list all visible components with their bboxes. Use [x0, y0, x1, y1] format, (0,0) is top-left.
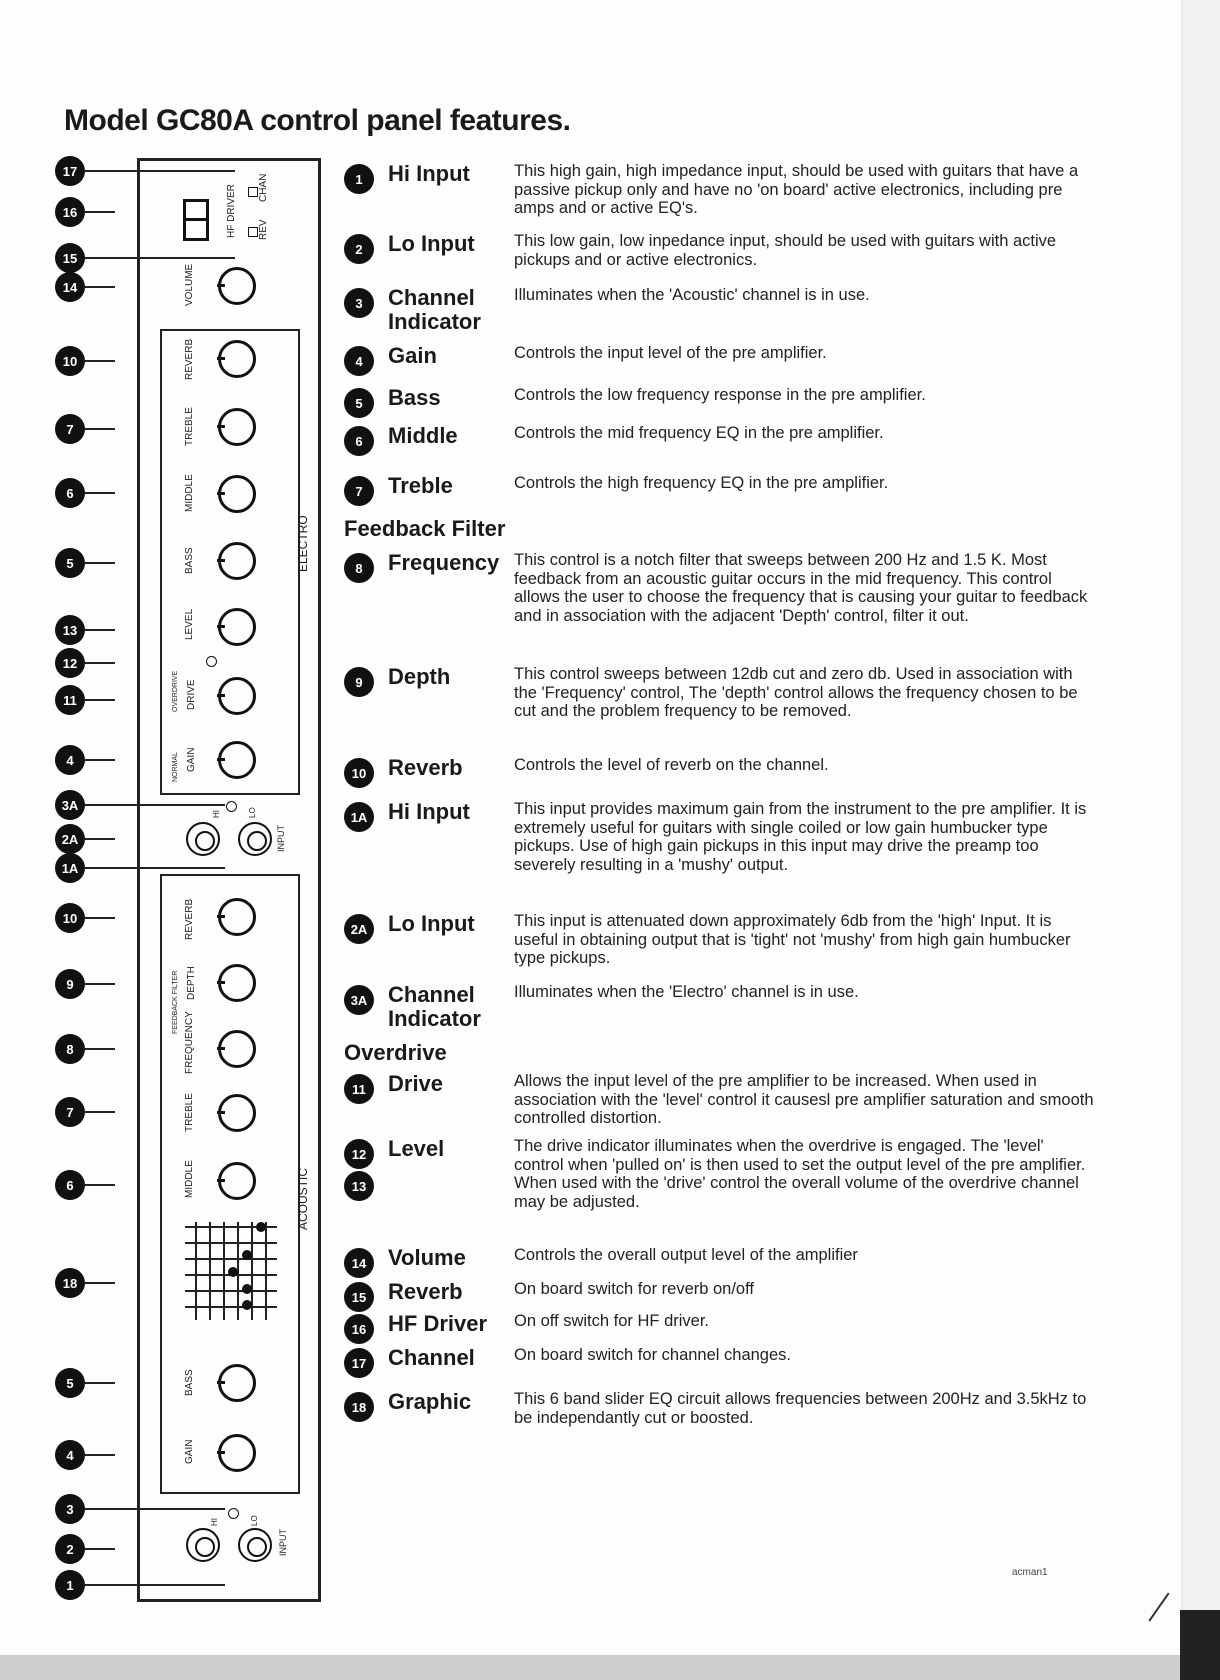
e-middle-knob: [218, 475, 256, 513]
e-level-knob: [218, 608, 256, 646]
feature-number: 11: [344, 1074, 374, 1104]
feedback-filter-heading: Feedback Filter: [344, 516, 506, 541]
feature-name: Treble: [388, 473, 453, 498]
footer-reference: acman1: [1012, 1567, 1048, 1578]
callout-15-line: [85, 257, 235, 259]
a-treble-label: TREBLE: [184, 1093, 195, 1132]
feature-description: This high gain, high impedance input, should be used with guitars that have a passive pickup only and have no 'on board' active electronics, including pre amps and or active EQ's.: [514, 162, 1079, 217]
a-frequency-label: FREQUENCY: [184, 1011, 195, 1074]
graphic-eq-slider-dot: [242, 1300, 252, 1310]
feature-name: Drive: [388, 1071, 444, 1096]
callout-13-line: [85, 629, 115, 631]
callout-1a: 1A: [55, 853, 85, 883]
feature-description: This input is attenuated down approximately 6db from the 'high' Input. It is useful in obtaining output that is 'tight' not 'mushy' from high gain humbucker type pickups.: [514, 912, 1071, 967]
callout-8: 8: [55, 1034, 85, 1064]
callout-12: 12: [55, 648, 85, 678]
electro-label: ELECTRO: [296, 515, 310, 572]
callout-18: 18: [55, 1268, 85, 1298]
e-reverb-label: REVERB: [184, 338, 195, 380]
callout-7-acoustic-line: [85, 1111, 115, 1113]
feature-name: Gain: [388, 343, 437, 368]
graphic-eq-slider-dot: [242, 1250, 252, 1260]
acoustic-hi-input-jack: [186, 1528, 220, 1562]
drive-indicator-led: [206, 656, 217, 667]
callout-3: 3: [55, 1494, 85, 1524]
callout-1-line: [85, 1584, 225, 1586]
feature-name: Volume: [388, 1245, 466, 1270]
callout-5-acoustic: 5: [55, 1368, 85, 1398]
callout-2: 2: [55, 1534, 85, 1564]
a-reverb-knob: [218, 898, 256, 936]
feature-name: Reverb: [388, 755, 463, 780]
feature-description: This control sweeps between 12db cut and zero db. Used in association with the 'Frequency' control, The 'depth' control allows the frequency chosen to be cut and the problem frequency to be removed.: [514, 665, 1078, 720]
callout-4-acoustic-line: [85, 1454, 115, 1456]
graphic-eq-gridline: [185, 1306, 277, 1308]
feature-description: On board switch for reverb on/off: [514, 1280, 754, 1298]
feature-description: Controls the low frequency response in the pre amplifier.: [514, 386, 926, 404]
feature-name: Graphic: [388, 1389, 472, 1414]
a-bass-label: BASS: [184, 1369, 195, 1396]
feature-number: 1: [344, 164, 374, 194]
callout-18-line: [85, 1282, 115, 1284]
acoustic-channel-led: [228, 1508, 239, 1519]
feature-number: 7: [344, 476, 374, 506]
control-panel-diagram: [0, 0, 330, 1600]
callout-3a-line: [85, 804, 225, 806]
feature-number: 9: [344, 667, 374, 697]
feature-name: Frequency: [388, 550, 500, 575]
acoustic-lo-input-jack: [238, 1528, 272, 1562]
callout-6-acoustic-line: [85, 1184, 115, 1186]
callout-14-line: [85, 286, 115, 288]
callout-5-line: [85, 562, 115, 564]
callout-15: 15: [55, 243, 85, 273]
graphic-eq-track: [209, 1222, 211, 1320]
graphic-eq-gridline: [185, 1290, 277, 1292]
graphic-eq-gridline: [185, 1258, 277, 1260]
a-feedback-label: FEEDBACK FILTER: [172, 970, 179, 1034]
feature-description: Illuminates when the 'Acoustic' channel is in use.: [514, 286, 870, 304]
e-level-label: LEVEL: [184, 608, 195, 640]
rev-switch: [248, 227, 258, 237]
callout-2-line: [85, 1548, 115, 1550]
volume-label: VOLUME: [184, 263, 195, 306]
a-depth-label: DEPTH: [186, 966, 197, 1000]
e-drive-knob: [218, 677, 256, 715]
feature-number-secondary: 13: [344, 1171, 374, 1201]
electro-channel-led: [226, 801, 237, 812]
callout-6-acoustic: 6: [55, 1170, 85, 1200]
feature-description: On off switch for HF driver.: [514, 1312, 710, 1330]
callout-12-line: [85, 662, 115, 664]
electro-lo-input-jack: [238, 822, 272, 856]
callout-16: 16: [55, 197, 85, 227]
graphic-eq-track: [195, 1222, 197, 1320]
callout-11-line: [85, 699, 115, 701]
channel-display: [183, 199, 209, 241]
electro-lo-label: LO: [248, 807, 257, 818]
graphic-eq-slider-dot: [242, 1284, 252, 1294]
a-middle-knob: [218, 1162, 256, 1200]
e-drive-label: DRIVE: [186, 679, 197, 710]
feature-number: 14: [344, 1248, 374, 1278]
a-middle-label: MIDDLE: [184, 1160, 195, 1198]
feature-number: 10: [344, 758, 374, 788]
a-depth-knob: [218, 964, 256, 1002]
feature-description: This 6 band slider EQ circuit allows frequencies between 200Hz and 3.5kHz to be independantly cut or boosted.: [514, 1390, 1087, 1427]
a-gain-knob: [218, 1434, 256, 1472]
electro-hi-input-jack: [186, 822, 220, 856]
e-reverb-knob: [218, 340, 256, 378]
e-gain-label: GAIN: [186, 747, 197, 772]
e-treble-knob: [218, 408, 256, 446]
feature-number: 3: [344, 288, 374, 318]
feature-name: Depth: [388, 664, 451, 689]
callout-9: 9: [55, 969, 85, 999]
callout-7-line: [85, 428, 115, 430]
callout-10: 10: [55, 346, 85, 376]
feature-number: 16: [344, 1314, 374, 1344]
rev-label: REV: [258, 219, 269, 240]
feature-name: HF Driver: [388, 1311, 488, 1336]
callout-10-line: [85, 360, 115, 362]
a-treble-knob: [218, 1094, 256, 1132]
feature-description: The drive indicator illuminates when the overdrive is engaged. The 'level' control when 'pulled on' is then used to set the output level of the pre amplifier. When used with the 'drive' control the overall volume of the overdrive channel may be adjusted.: [514, 1137, 1086, 1211]
feature-number: 8: [344, 553, 374, 583]
overdrive-heading: Overdrive: [344, 1040, 447, 1065]
callout-8-line: [85, 1048, 115, 1050]
acoustic-input-label: INPUT: [278, 1529, 288, 1556]
page-edge: [1181, 0, 1220, 1680]
callout-3-line: [85, 1508, 225, 1510]
feature-name: Channel: [388, 1345, 475, 1370]
scan-dark-corner: [1180, 1610, 1220, 1680]
feature-description: Illuminates when the 'Electro' channel is in use.: [514, 983, 859, 1001]
callout-1a-line: [85, 867, 225, 869]
acoustic-lo-label: LO: [250, 1515, 259, 1526]
feature-number: 2A: [344, 914, 374, 944]
feature-number: 6: [344, 426, 374, 456]
callout-4: 4: [55, 745, 85, 775]
feature-number: 12: [344, 1139, 374, 1169]
a-frequency-knob: [218, 1030, 256, 1068]
a-reverb-label: REVERB: [184, 898, 195, 940]
callout-5-acoustic-line: [85, 1382, 115, 1384]
feature-name: Reverb: [388, 1279, 463, 1304]
graphic-eq-slider-dot: [256, 1222, 266, 1232]
e-bass-label: BASS: [184, 547, 195, 574]
chan-switch: [248, 187, 258, 197]
feature-description: This input provides maximum gain from the instrument to the pre amplifier. It is extremely useful for guitars with single coiled or low gain humbucker type pickups. Use of high gain pickups in this input may drive the preamp too severely resulting in a 'mushy' output.: [514, 800, 1087, 874]
callout-4-acoustic: 4: [55, 1440, 85, 1470]
feature-description: Controls the input level of the pre amplifier.: [514, 344, 827, 362]
feature-description: Allows the input level of the pre amplifier to be increased. When used in association with the 'level' control it causesl pre amplifier saturation and smooth controlled distortion.: [514, 1072, 1094, 1127]
feature-number: 5: [344, 388, 374, 418]
callout-6: 6: [55, 478, 85, 508]
feature-description: This control is a notch filter that sweeps between 200 Hz and 1.5 K. Most feedback from an acoustic guitar occurs in the mid frequency. This control allows the user to choose the frequency that is causing your guitar to feedback and in association with the adjacent 'Depth' control, filter it out.: [514, 551, 1088, 625]
graphic-eq-sliders: [185, 1222, 277, 1320]
callout-14: 14: [55, 272, 85, 302]
feature-name: Hi Input: [388, 799, 470, 824]
a-bass-knob: [218, 1364, 256, 1402]
callout-16-line: [85, 211, 115, 213]
e-normal-label: NORMAL: [172, 752, 179, 782]
acoustic-hi-label: HI: [210, 1518, 219, 1526]
feature-description: On board switch for channel changes.: [514, 1346, 791, 1364]
feature-name: Lo Input: [388, 231, 475, 256]
electro-input-label: INPUT: [276, 825, 286, 852]
callout-17-line: [85, 170, 235, 172]
feature-number: 15: [344, 1282, 374, 1312]
feature-name: Channel Indicator: [388, 285, 481, 334]
page-title: Model GC80A control panel features.: [64, 104, 571, 137]
callout-10-acoustic: 10: [55, 903, 85, 933]
hf-driver-label: HF DRIVER: [226, 184, 237, 238]
feature-number: 2: [344, 234, 374, 264]
graphic-eq-slider-dot: [228, 1267, 238, 1277]
feature-description: Controls the level of reverb on the channel.: [514, 756, 829, 774]
callout-7: 7: [55, 414, 85, 444]
callout-2a-line: [85, 838, 115, 840]
feature-name: Middle: [388, 423, 458, 448]
feature-description: Controls the high frequency EQ in the pre amplifier.: [514, 474, 889, 492]
callout-10-acoustic-line: [85, 917, 115, 919]
callout-13: 13: [55, 615, 85, 645]
e-treble-label: TREBLE: [184, 407, 195, 446]
callout-2a: 2A: [55, 824, 85, 854]
e-bass-knob: [218, 542, 256, 580]
feature-description: Controls the overall output level of the amplifier: [514, 1246, 858, 1264]
feature-name: Channel Indicator: [388, 982, 481, 1031]
feature-name: Lo Input: [388, 911, 475, 936]
e-middle-label: MIDDLE: [184, 474, 195, 512]
graphic-eq-gridline: [185, 1242, 277, 1244]
callout-1: 1: [55, 1570, 85, 1600]
feature-number: 3A: [344, 985, 374, 1015]
feature-number: 17: [344, 1348, 374, 1378]
feature-number: 18: [344, 1392, 374, 1422]
callout-6-line: [85, 492, 115, 494]
callout-4-line: [85, 759, 115, 761]
graphic-eq-track: [223, 1222, 225, 1320]
callout-7-acoustic: 7: [55, 1097, 85, 1127]
scan-bottom-bar: [0, 1655, 1220, 1680]
feature-name: Bass: [388, 385, 441, 410]
callout-17: 17: [55, 156, 85, 186]
e-overdrive-label: OVERDRIVE: [172, 670, 179, 712]
graphic-eq-track: [265, 1222, 267, 1320]
callout-11: 11: [55, 685, 85, 715]
feature-name: Hi Input: [388, 161, 470, 186]
acoustic-label: ACOUSTIC: [296, 1167, 310, 1230]
pen-mark: [1148, 1593, 1169, 1622]
chan-label: CHAN: [258, 173, 269, 202]
volume-knob: [218, 267, 256, 305]
feature-name: Level: [388, 1136, 445, 1161]
electro-hi-label: HI: [212, 810, 221, 818]
callout-5: 5: [55, 548, 85, 578]
feature-description: This low gain, low inpedance input, should be used with guitars with active pickups and or active electronics.: [514, 232, 1057, 269]
a-gain-label: GAIN: [184, 1439, 195, 1464]
e-gain-knob: [218, 741, 256, 779]
feature-number: 4: [344, 346, 374, 376]
feature-number: 1A: [344, 802, 374, 832]
callout-3a: 3A: [55, 790, 85, 820]
feature-description: Controls the mid frequency EQ in the pre amplifier.: [514, 424, 884, 442]
callout-9-line: [85, 983, 115, 985]
